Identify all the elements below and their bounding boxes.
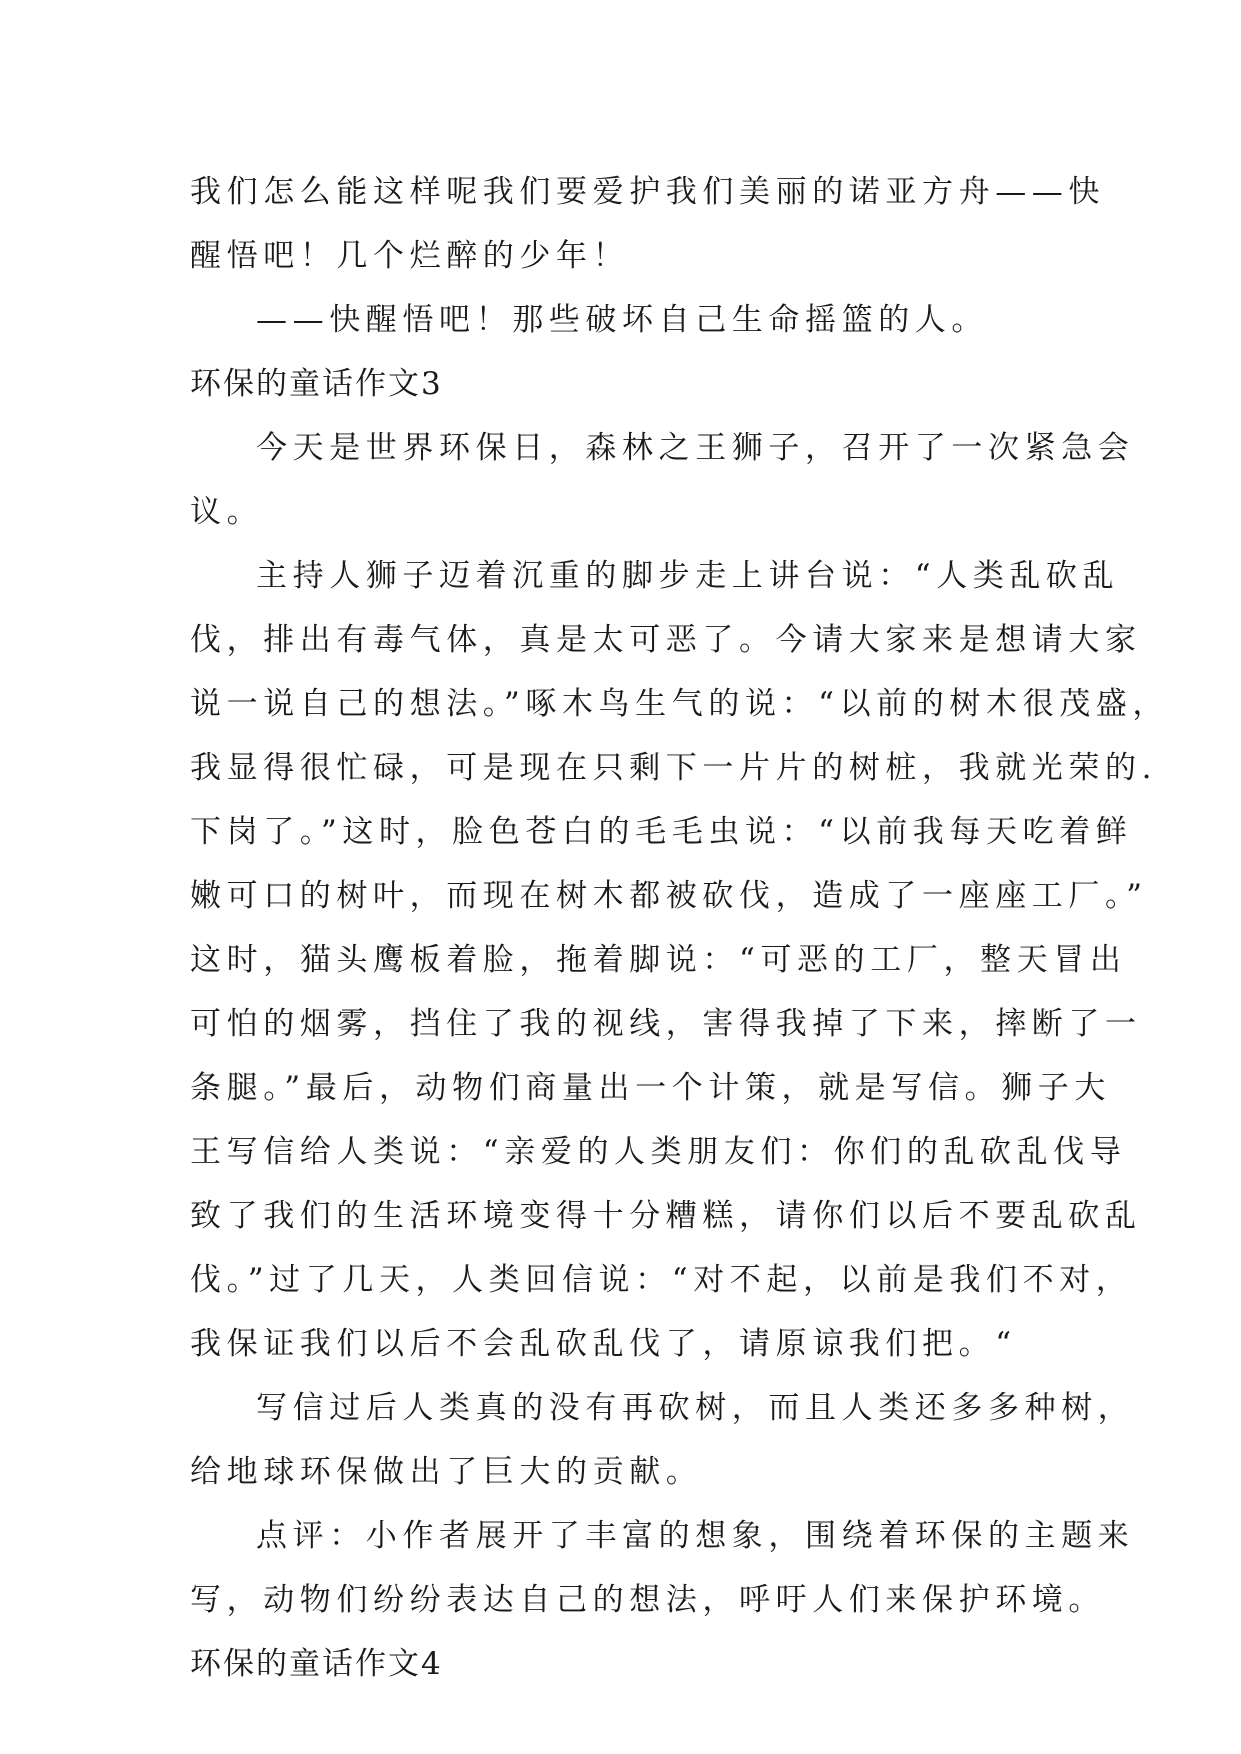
text-line: 说一说自己的想法。”啄木鸟生气的说：“以前的树木很茂盛， — [190, 686, 1169, 722]
text-line: 这时，猫头鹰板着脸，拖着脚说：“可恶的工厂，整天冒出 — [190, 942, 1127, 978]
text-line: 今天是世界环保日，森林之王狮子，召开了一次紧急会 — [256, 430, 1135, 466]
text-line: 我们怎么能这样呢我们要爱护我们美丽的诺亚方舟——快 — [190, 174, 1105, 210]
text-line: 伐，排出有毒气体，真是太可恶了。今请大家来是想请大家 — [190, 622, 1142, 658]
text-line: 议。 — [190, 494, 264, 530]
text-line: 下岗了。”这时，脸色苍白的毛毛虫说：“以前我每天吃着鲜 — [190, 814, 1133, 850]
text-line: 写信过后人类真的没有再砍树，而且人类还多多种树， — [256, 1390, 1135, 1426]
text-line: 写，动物们纷纷表达自己的想法，呼吁人们来保护环境。 — [190, 1582, 1105, 1618]
text-line: 嫩可口的树叶，而现在树木都被砍伐，造成了一座座工厂。” — [190, 878, 1148, 914]
section-heading: 环保的童话作文3 — [190, 366, 443, 402]
text-line: ——快醒悟吧！那些破坏自己生命摇篮的人。 — [256, 302, 988, 338]
text-line: 我保证我们以后不会乱砍乱伐了，请原谅我们把。“ — [190, 1326, 1017, 1362]
document-body — [190, 160, 1169, 1696]
text-line: 我显得很忙碌，可是现在只剩下一片片的树桩，我就光荣的. — [190, 750, 1158, 786]
text-line: 致了我们的生活环境变得十分糟糕，请你们以后不要乱砍乱 — [190, 1198, 1142, 1234]
text-line: 主持人狮子迈着沉重的脚步走上讲台说：“人类乱砍乱 — [256, 558, 1120, 594]
text-line: 王写信给人类说：“亲爱的人类朋友们：你们的乱砍乱伐导 — [190, 1134, 1127, 1170]
text-line: 可怕的烟雾，挡住了我的视线，害得我掉了下来，摔断了一 — [190, 1006, 1142, 1042]
text-line: 给地球环保做出了巨大的贡献。 — [190, 1454, 703, 1490]
text-line: 条腿。”最后，动物们商量出一个计策，就是写信。狮子大 — [190, 1070, 1111, 1106]
text-line: 醒悟吧！几个烂醉的少年！ — [190, 238, 630, 274]
text-line: 点评：小作者展开了丰富的想象，围绕着环保的主题来 — [256, 1518, 1135, 1554]
text-line: 伐。”过了几天，人类回信说：“对不起，以前是我们不对， — [190, 1262, 1133, 1298]
section-heading: 环保的童话作文4 — [190, 1646, 443, 1682]
